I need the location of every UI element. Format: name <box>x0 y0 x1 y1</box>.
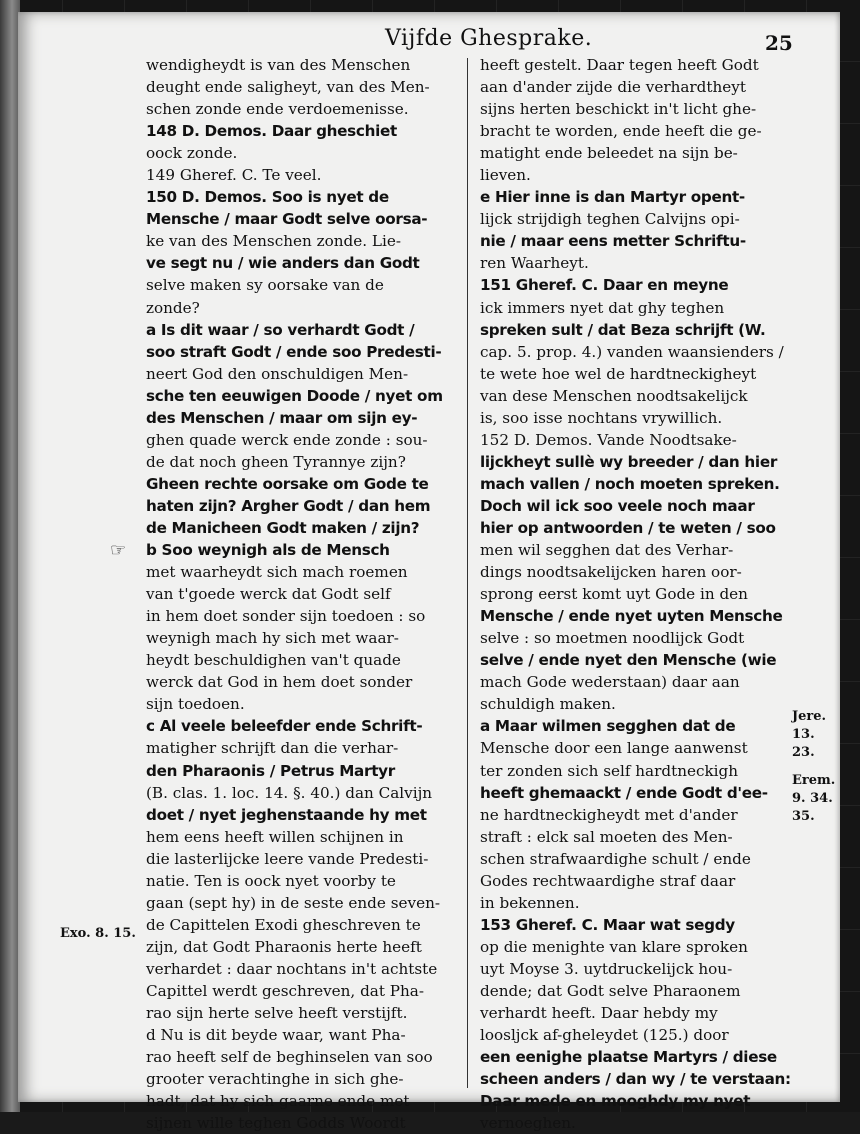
right-text-line: loosljck af-gheleydet (125.) door <box>480 1026 729 1045</box>
left-text-line: weynigh mach hy sich met waar- <box>146 629 399 648</box>
left-text-line: grooter verachtinghe in sich ghe- <box>146 1070 404 1089</box>
left-text-line: sche ten eeuwigen Doode / nyet om <box>146 386 443 405</box>
right-text-line: mach vallen / noch moeten spreken. <box>480 474 780 493</box>
right-text-line: scheen anders / dan wy / te verstaan: <box>480 1070 791 1089</box>
right-text-line: lieven. <box>480 166 531 185</box>
right-text-line: te wete hoe wel de hardtneckigheyt <box>480 364 757 383</box>
right-text-line: Mensche / ende nyet uyten Mensche <box>480 607 783 626</box>
left-text-line: heydt beschuldighen van't quade <box>146 651 401 670</box>
right-text-line: schen strafwaardighe schult / ende <box>480 849 751 868</box>
left-text-line: des Menschen / maar om sijn ey- <box>146 408 418 427</box>
right-text-line: ter zonden sich self hardtneckigh <box>480 761 739 780</box>
right-text-line: Doch wil ick soo veele noch maar <box>480 496 755 515</box>
left-text-line: b Soo weynigh als de Mensch <box>146 541 390 560</box>
left-text-line: hadt, dat hy sich gaarne ende met <box>146 1092 410 1111</box>
right-text-line: Daar mede en mooghdy my nyet <box>480 1092 751 1111</box>
left-text-line: rao heeft self de beghinselen van soo <box>146 1048 433 1067</box>
right-text-line: sprong eerst komt uyt Gode in den <box>480 585 748 604</box>
right-text-line: mach Gode wederstaan) daar aan <box>480 673 740 692</box>
left-text-line: wendigheydt is van des Menschen <box>146 56 411 74</box>
left-text-line: zijn, dat Godt Pharaonis herte heeft <box>146 937 422 956</box>
left-text-line: 149 Gheref. C. Te veel. <box>146 166 322 185</box>
right-text-line: heeft gestelt. Daar tegen heeft Godt <box>480 56 759 74</box>
right-text-line: lijckheyt sullè wy breeder / dan hier <box>480 452 778 471</box>
left-text-line: selve maken sy oorsake van de <box>146 276 384 295</box>
right-text-line: ren Waarheyt. <box>480 254 589 273</box>
left-text-line: c Al veele beleefder ende Schrift- <box>146 717 423 736</box>
left-text-line: ve segt nu / wie anders dan Godt <box>146 254 420 273</box>
left-text-line: a Is dit waar / so verhardt Godt / <box>146 320 415 339</box>
left-text-line: verhardet : daar nochtans in't achtste <box>146 959 438 978</box>
left-text-line: neert God den onschuldigen Men- <box>146 364 409 383</box>
right-text-line: een eenighe plaatse Martyrs / diese <box>480 1048 777 1067</box>
right-text-line: a Maar wilmen segghen dat de <box>480 717 736 736</box>
right-text-line: 151 Gheref. C. Daar en meyne <box>480 276 729 295</box>
page-number: 25 <box>765 31 793 55</box>
right-text-line: cap. 5. prop. 4.) vanden waansienders / <box>480 342 784 361</box>
right-text-line: ick immers nyet dat ghy teghen <box>480 298 725 317</box>
right-text-line: in bekennen. <box>480 893 580 912</box>
left-text-line: deught ende saligheyt, van des Men- <box>146 78 430 97</box>
right-text-line: dende; dat Godt selve Pharaonem <box>480 981 741 1000</box>
left-text-line: natie. Ten is oock nyet voorby te <box>146 871 396 890</box>
left-text-line: matigher schrijft dan die verhar- <box>146 739 399 758</box>
column-rule <box>467 58 468 1088</box>
left-text-line: die lasterlijcke leere vande Predesti- <box>146 849 429 868</box>
right-text-line: heeft ghemaackt / ende Godt d'ee- <box>480 783 768 802</box>
right-text-line: vernoeghen. <box>480 1114 576 1133</box>
pointing-hand-icon: ☞ <box>110 540 127 561</box>
right-column <box>480 54 800 1134</box>
left-text-line: sijnen wille teghen Godds Woordt <box>146 1114 406 1133</box>
right-text-line: aan d'ander zijde die verhardtheyt <box>480 78 746 97</box>
left-text-line: ke van des Menschen zonde. Lie- <box>146 232 401 251</box>
left-text-line: met waarheydt sich mach roemen <box>146 563 408 582</box>
right-text-line: selve : so moetmen noodlijck Godt <box>480 629 745 648</box>
right-text-line: lijck strijdigh teghen Calvijns opi- <box>480 210 740 229</box>
margin-note-jere: Jere. 13. 23. <box>792 709 827 760</box>
left-text-line: sijn toedoen. <box>146 695 245 714</box>
right-text-line: straft : elck sal moeten des Men- <box>480 827 733 846</box>
right-text-line: van dese Menschen noodtsakelijck <box>480 386 748 405</box>
left-text-line: zonde? <box>146 298 200 317</box>
right-text-line: nie / maar eens metter Schriftu- <box>480 232 746 251</box>
left-text-line: gaan (sept hy) in de seste ende seven- <box>146 893 440 912</box>
left-text-line: ghen quade werck ende zonde : sou- <box>146 430 428 449</box>
left-text-line: de Capittelen Exodi gheschreven te <box>146 915 421 934</box>
right-text-line: verhardt heeft. Daar hebdy my <box>480 1004 718 1023</box>
left-column <box>146 54 466 1134</box>
right-text-line: ne hardtneckigheydt met d'ander <box>480 805 738 824</box>
right-text-line: op die menighte van klare sproken <box>480 937 748 956</box>
left-text-line: 148 D. Demos. Daar gheschiet <box>146 122 398 141</box>
right-text-line: e Hier inne is dan Martyr opent- <box>480 188 745 207</box>
right-text-line: 153 Gheref. C. Maar wat segdy <box>480 915 735 934</box>
right-text-line: spreken sult / dat Beza schrijft (W. <box>480 320 766 339</box>
margin-note-erem: Erem. 9. 34. 35. <box>792 773 836 824</box>
right-text-line: dings noodtsakelijcken haren oor- <box>480 563 742 582</box>
right-text-line: hier op antwoorden / te weten / soo <box>480 518 776 537</box>
left-text-line: den Pharaonis / Petrus Martyr <box>146 761 395 780</box>
left-text-line: van t'goede werck dat Godt self <box>146 585 391 604</box>
left-text-line: haten zijn? Argher Godt / dan hem <box>146 496 431 515</box>
right-text-line: bracht te worden, ende heeft die ge- <box>480 122 762 141</box>
left-text-line: 150 D. Demos. Soo is nyet de <box>146 188 389 207</box>
left-text-line: (B. clas. 1. loc. 14. §. 40.) dan Calvijn <box>146 783 433 802</box>
left-text-line: rao sijn herte selve heeft verstijft. <box>146 1004 408 1023</box>
left-text-line: Mensche / maar Godt selve oorsa- <box>146 210 428 229</box>
left-text-line: d Nu is dit beyde waar, want Pha- <box>146 1026 406 1045</box>
left-text-line: schen zonde ende verdoemenisse. <box>146 100 409 119</box>
right-text-line: selve / ende nyet den Mensche (wie <box>480 651 777 670</box>
left-text-line: Capittel werdt geschreven, dat Pha- <box>146 981 424 1000</box>
left-text-line: doet / nyet jeghenstaande hy met <box>146 805 427 824</box>
left-text-line: oock zonde. <box>146 144 238 163</box>
margin-note-exo: Exo. 8. 15. <box>60 926 136 941</box>
right-text-line: uyt Moyse 3. uytdruckelijck hou- <box>480 959 733 978</box>
left-text-line: soo straft Godt / ende soo Predesti- <box>146 342 442 361</box>
left-text-line: de Manicheen Godt maken / zijn? <box>146 518 420 537</box>
right-text-line: is, soo isse nochtans vrywillich. <box>480 408 723 427</box>
left-text-line: hem eens heeft willen schijnen in <box>146 827 404 846</box>
right-text-line: Mensche door een lange aanwenst <box>480 739 748 758</box>
right-text-line: 152 D. Demos. Vande Noodtsake- <box>480 430 737 449</box>
right-text-line: sijns herten beschickt in't licht ghe- <box>480 100 757 119</box>
right-text-line: schuldigh maken. <box>480 695 616 714</box>
right-text-line: men wil segghen dat des Verhar- <box>480 541 734 560</box>
running-head: Vijfde Ghesprake. <box>385 26 593 51</box>
right-text-line: matight ende beleedet na sijn be- <box>480 144 738 163</box>
left-text-line: Gheen rechte oorsake om Gode te <box>146 474 429 493</box>
left-text-line: in hem doet sonder sijn toedoen : so <box>146 607 426 626</box>
left-text-line: de dat noch gheen Tyrannye zijn? <box>146 452 406 471</box>
facing-page-edge <box>0 0 20 1112</box>
left-text-line: werck dat God in hem doet sonder <box>146 673 413 692</box>
right-text-line: Godes rechtwaardighe straf daar <box>480 871 736 890</box>
